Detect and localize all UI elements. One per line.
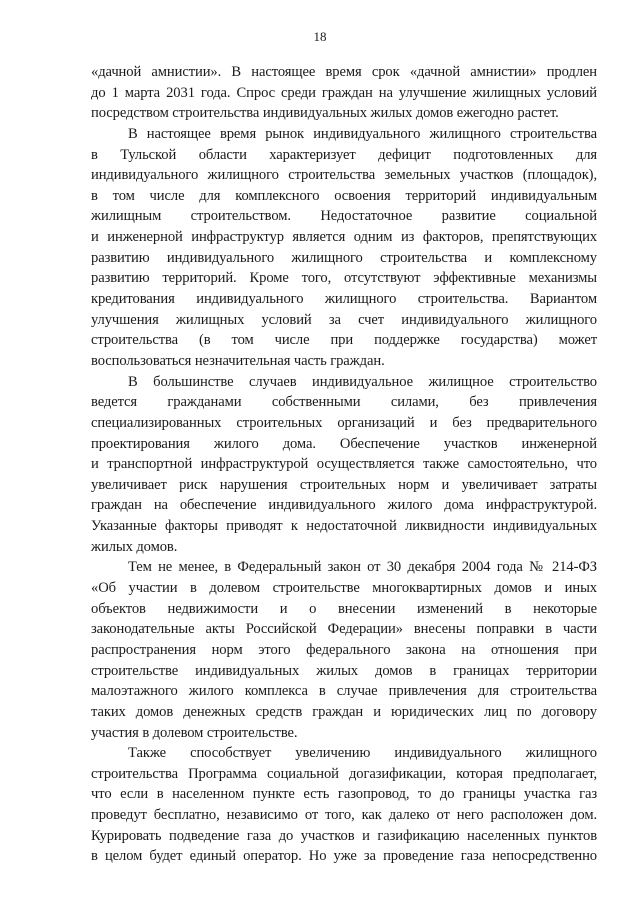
paragraph	[91, 124, 597, 372]
text-line: развитию индивидуального жилищного строительства и комплексному	[91, 249, 597, 266]
text-line: жилых домов.	[91, 538, 178, 555]
paragraph	[91, 62, 597, 124]
text-line: участия в долевом строительстве.	[91, 724, 298, 741]
text-line: индивидуального жилищного строительства земельных участков (площадок),	[91, 167, 597, 184]
text-line: малоэтажного жилого комплекса в случае привлечения для строительства	[91, 683, 597, 700]
text-line: В большинстве случаев индивидуальное жилищное строительство	[128, 373, 597, 390]
text-line: законодательные акты Российской Федерации» внесены поправки в части	[91, 621, 597, 638]
text-line: граждан на обеспечение индивидуального жилого дома инфраструктурой.	[91, 497, 597, 514]
text-line: развитию территорий. Кроме того, отсутствуют эффективные механизмы	[91, 270, 597, 287]
paragraph	[91, 557, 597, 743]
text-line: специализированных строительных организаций и без предварительного	[91, 414, 597, 431]
text-line: проектирования жилого дома. Обеспечение участков инженерной	[91, 435, 597, 452]
text-line: воспользоваться незначительная часть граждан.	[91, 352, 385, 369]
paragraph	[91, 372, 597, 558]
text-line: и транспортной инфраструктурой осуществляется также самостоятельно, что	[91, 456, 597, 473]
text-line: улучшения жилищных условий за счет индивидуального жилищного	[91, 311, 597, 328]
text-line: строительстве индивидуальных жилых домов в границах территории	[91, 662, 597, 679]
text-line: проведут бесплатно, независимо от того, как далеко от него расположен дом.	[91, 807, 597, 824]
text-line: и инженерной инфраструктур является одним из факторов, препятствующих	[91, 229, 597, 246]
text-line: объектов недвижимости и о внесении изменений в некоторые	[91, 600, 597, 617]
text-line: строительства (в том числе при поддержке государства) может	[91, 332, 597, 349]
text-line: в целом будет единый оператор. Но уже за проведение газа непосредственно	[91, 848, 597, 865]
text-line: распространения норм этого федерального закона на отношения при	[91, 641, 597, 658]
text-line: «дачной амнистии». В настоящее время срок «дачной амнистии» продлен	[91, 64, 597, 80]
text-line: что если в населенном пункте есть газопровод, то до границы участка газ	[91, 786, 597, 803]
text-line: жилищным строительством. Недостаточное развитие социальной	[91, 208, 597, 225]
text-line: Курировать подведение газа до участков и газификацию населенных пунктов	[91, 827, 597, 844]
text-line: в Тульской области характеризует дефицит подготовленных для	[91, 146, 597, 163]
text-line: «Об участии в долевом строительстве многоквартирных домов и иных	[91, 580, 597, 597]
text-line: Тем не менее, в Федеральный закон от 30 декабря 2004 года № 214-ФЗ	[128, 559, 597, 576]
text-line: кредитования индивидуального жилищного строительства. Вариантом	[91, 291, 597, 308]
text-line: до 1 марта 2031 года. Спрос среди граждан на улучшение жилищных условий	[91, 84, 597, 101]
page-number: 18	[313, 29, 327, 44]
text-line: строительства Программа социальной догазификации, которая предполагает,	[91, 765, 597, 782]
body-text	[91, 62, 597, 867]
text-line: таких домов денежных средств граждан и юридических лиц по договору	[91, 703, 597, 720]
text-line: в том числе для комплексного освоения территорий индивидуальным	[91, 187, 597, 204]
text-line: Также способствует увеличению индивидуального жилищного	[128, 745, 597, 762]
text-line: увеличивает риск нарушения строительных норм и увеличивает затраты	[91, 476, 597, 493]
text-line: посредством строительства индивидуальных жилых домов ежегодно растет.	[91, 105, 559, 122]
text-line: ведется гражданами собственными силами, без привлечения	[91, 394, 597, 411]
text-line: В настоящее время рынок индивидуального жилищного строительства	[128, 125, 597, 142]
text-line: Указанные факторы приводят к недостаточной ликвидности индивидуальных	[91, 518, 597, 535]
paragraph	[91, 743, 597, 867]
